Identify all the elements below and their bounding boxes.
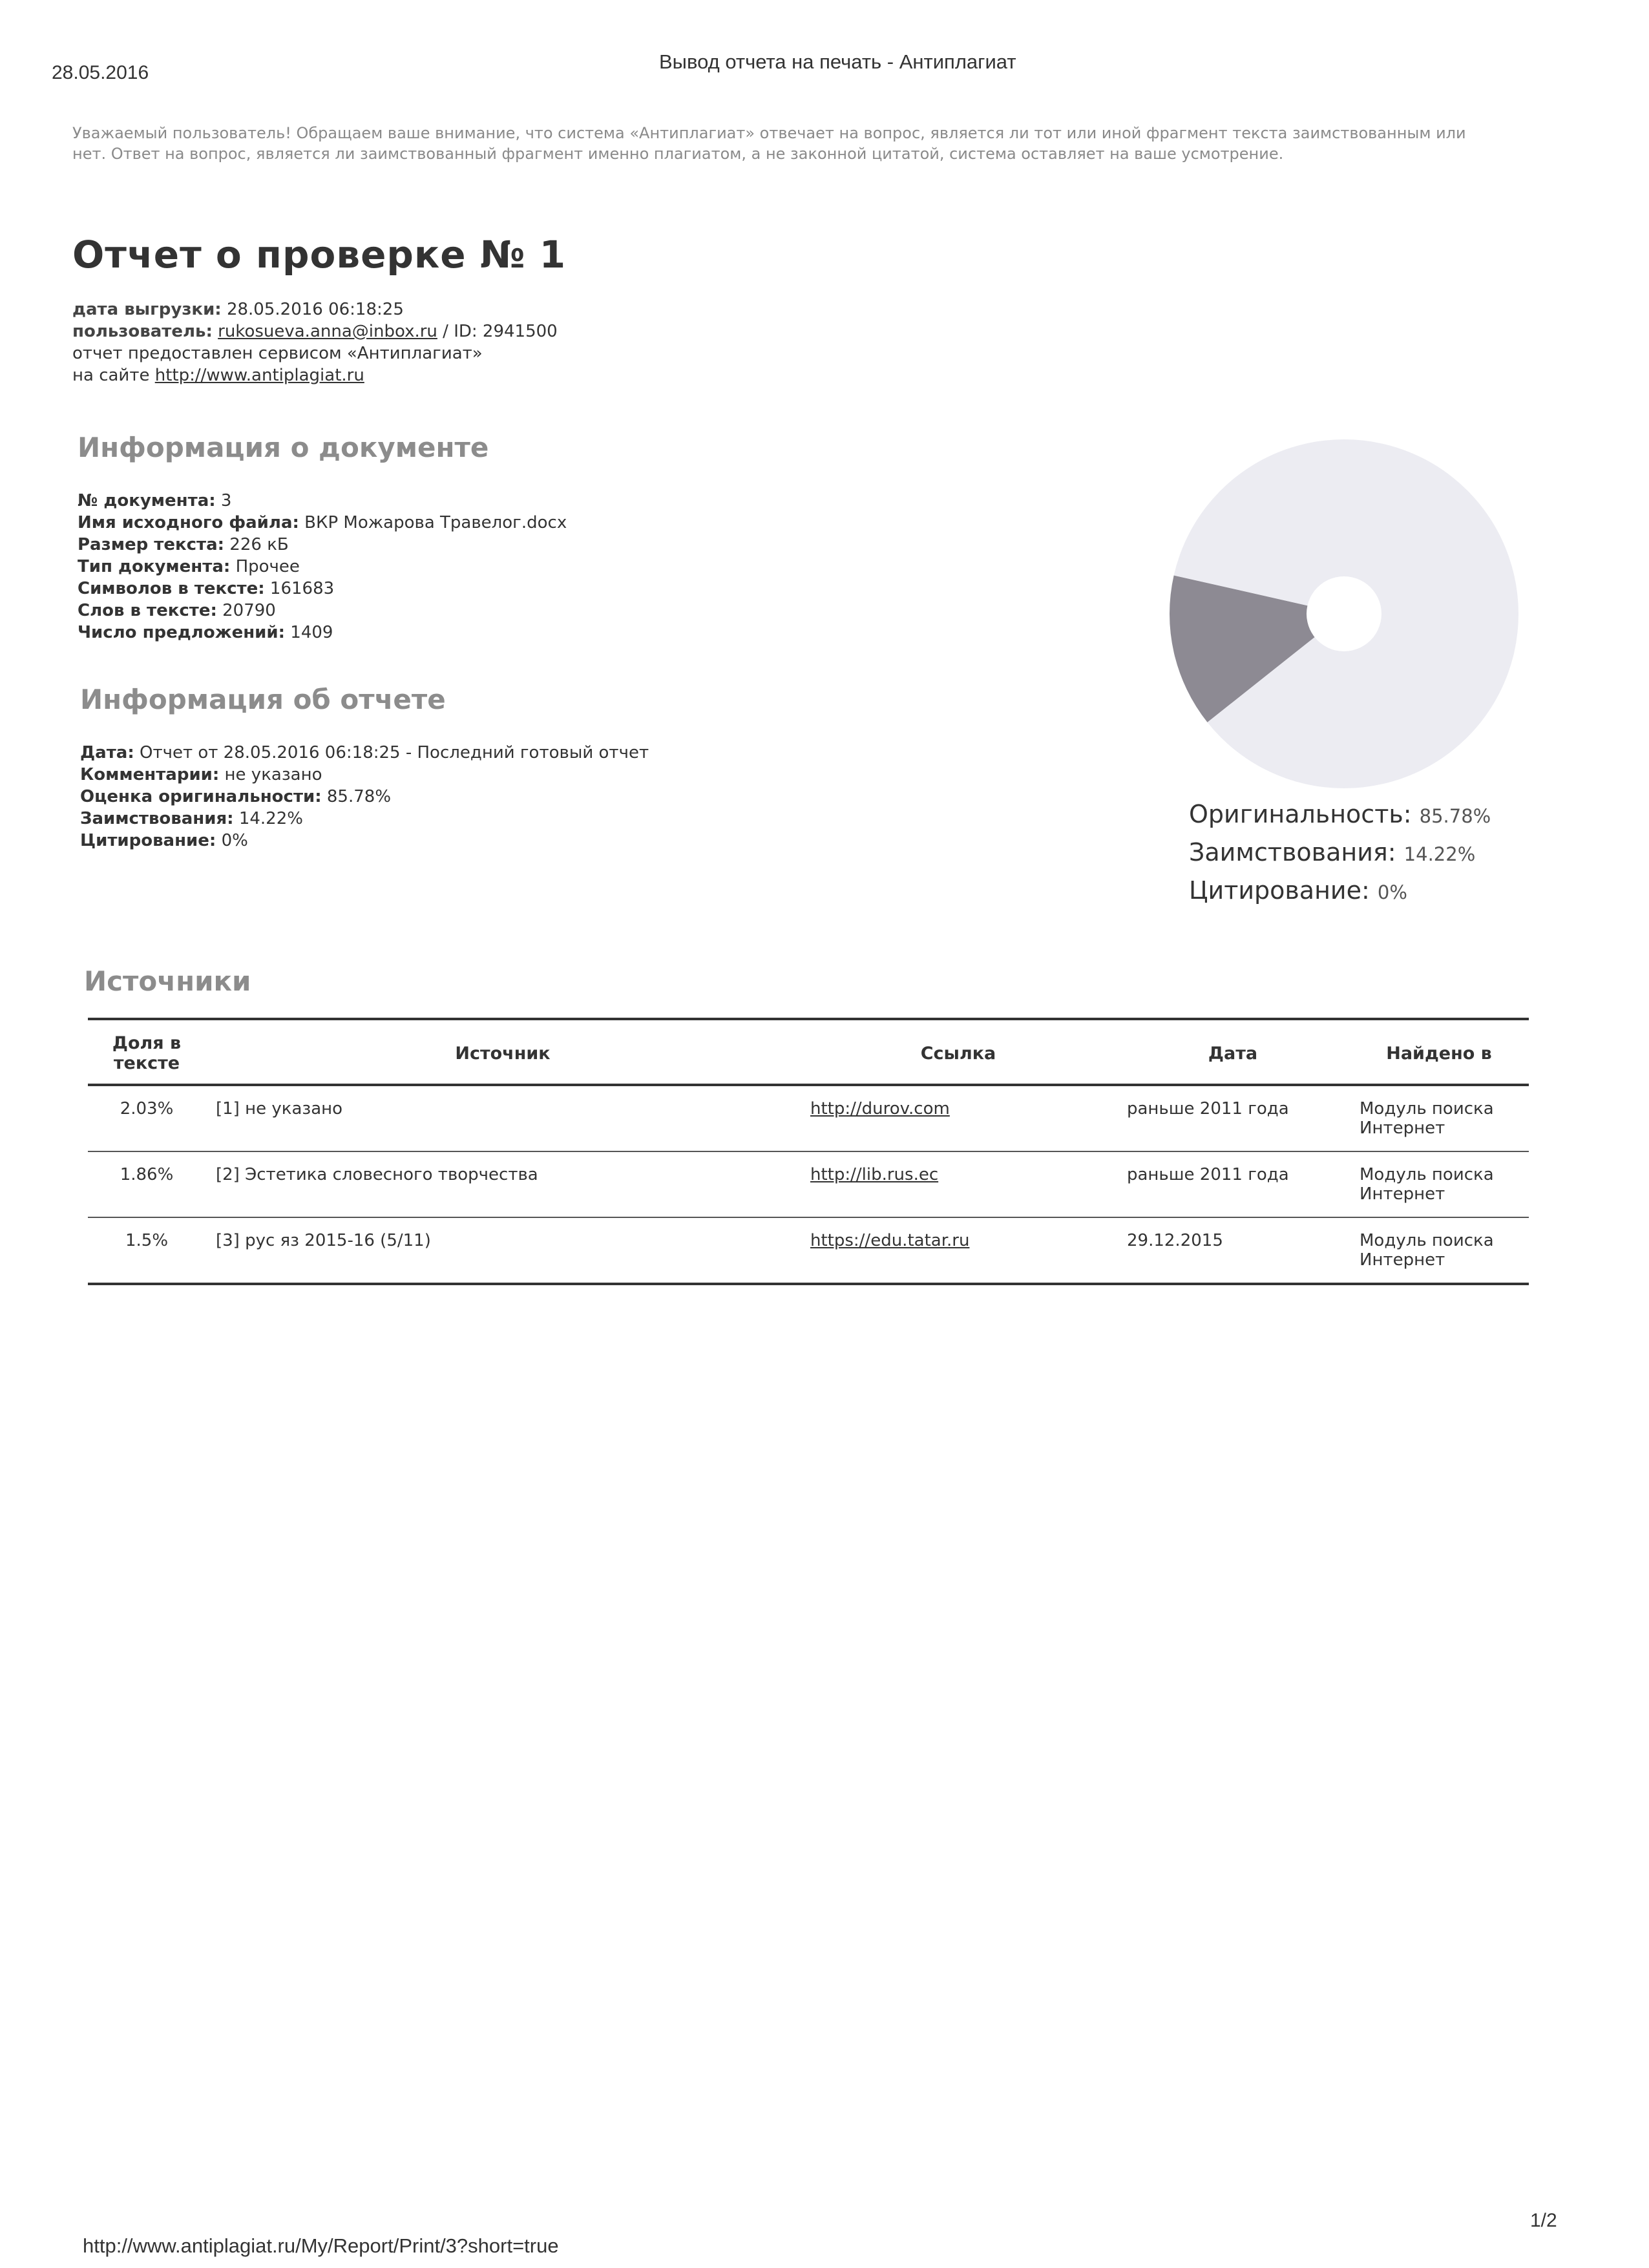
site-prefix: на сайте xyxy=(72,366,150,385)
site-link[interactable]: http://www.antiplagiat.ru xyxy=(154,366,364,385)
source-link[interactable]: http://durov.com xyxy=(810,1099,950,1118)
report-field-row xyxy=(80,742,649,764)
doc-field-label: Слов в тексте: xyxy=(78,601,217,620)
col-date-header: Дата xyxy=(1117,1019,1349,1085)
sources-header-row xyxy=(88,1019,1529,1085)
user-label: пользователь: xyxy=(72,322,213,341)
source-date: 29.12.2015 xyxy=(1117,1217,1349,1284)
legend-label: Цитирование: xyxy=(1189,876,1370,905)
report-field-row xyxy=(80,830,649,852)
document-info-list xyxy=(78,490,567,644)
report-field-label: Комментарии: xyxy=(80,765,220,784)
footer-url: http://www.antiplagiat.ru/My/Report/Print/3?short=true xyxy=(83,2234,559,2257)
doc-field-value: 20790 xyxy=(222,601,276,620)
col-source-header: Источник xyxy=(205,1019,800,1085)
doc-field-label: Символов в тексте: xyxy=(78,579,265,598)
legend-item xyxy=(1189,796,1491,834)
legend-value: 85.78% xyxy=(1419,805,1491,827)
col-found-header: Найдено в xyxy=(1349,1019,1529,1085)
report-field-label: Цитирование: xyxy=(80,831,216,850)
report-field-value: 0% xyxy=(221,831,248,850)
sources-title: Источники xyxy=(84,965,251,997)
export-date-value: 28.05.2016 06:18:25 xyxy=(226,300,404,319)
source-found-in: Модуль поиска Интернет xyxy=(1349,1085,1529,1151)
report-field-row xyxy=(80,764,649,786)
source-link-cell xyxy=(800,1151,1117,1217)
report-info-list xyxy=(80,742,649,852)
source-share: 1.5% xyxy=(88,1217,205,1284)
report-field-value: Отчет от 28.05.2016 06:18:25 - Последний готовый отчет xyxy=(139,743,649,762)
col-link-header: Ссылка xyxy=(800,1019,1117,1085)
doc-field-row xyxy=(78,622,567,644)
export-date-label: дата выгрузки: xyxy=(72,300,222,319)
source-date: раньше 2011 года xyxy=(1117,1085,1349,1151)
col-share-header: Доля в тексте xyxy=(88,1019,205,1085)
source-name: [1] не указано xyxy=(205,1085,800,1151)
legend-item xyxy=(1189,872,1491,910)
doc-field-value: ВКР Можарова Травелог.docx xyxy=(304,513,567,532)
source-found-in: Модуль поиска Интернет xyxy=(1349,1151,1529,1217)
doc-field-value: 161683 xyxy=(269,579,335,598)
legend-label: Оригинальность: xyxy=(1189,800,1412,828)
report-meta xyxy=(72,299,558,386)
report-field-label: Оценка оригинальности: xyxy=(80,787,322,806)
doc-field-label: Имя исходного файла: xyxy=(78,513,299,532)
report-title: Отчет о проверке № 1 xyxy=(72,233,567,277)
print-date: 28.05.2016 xyxy=(52,62,149,83)
export-date-line xyxy=(72,299,558,320)
doc-field-row xyxy=(78,512,567,534)
report-field-value: 85.78% xyxy=(326,787,392,806)
print-title: Вывод отчета на печать - Антиплагиат xyxy=(659,50,1016,73)
doc-field-row xyxy=(78,600,567,622)
chart-legend xyxy=(1189,796,1491,910)
report-field-value: 14.22% xyxy=(238,809,303,828)
doc-field-value: 1409 xyxy=(290,623,333,642)
user-id: / ID: 2941500 xyxy=(443,322,558,341)
source-link[interactable]: https://edu.tatar.ru xyxy=(810,1231,970,1250)
report-info-title: Информация об отчете xyxy=(80,684,446,715)
source-share: 1.86% xyxy=(88,1151,205,1217)
report-field-label: Заимствования: xyxy=(80,809,234,828)
report-field-value: не указано xyxy=(224,765,322,784)
legend-label: Заимствования: xyxy=(1189,838,1396,866)
source-name: [3] рус яз 2015-16 (5/11) xyxy=(205,1217,800,1284)
document-info-title: Информация о документе xyxy=(78,432,489,463)
source-found-in: Модуль поиска Интернет xyxy=(1349,1217,1529,1284)
doc-field-value: 226 кБ xyxy=(229,535,289,554)
doc-field-label: Тип документа: xyxy=(78,557,231,576)
user-line xyxy=(72,320,558,342)
legend-item xyxy=(1189,834,1491,872)
service-line: отчет предоставлен сервисом «Антиплагиат» xyxy=(72,344,483,363)
sources-table xyxy=(88,1018,1529,1285)
disclaimer-notice: Уважаемый пользователь! Обращаем ваше внимание, что система «Антиплагиат» отвечает на вопрос, является ли тот или иной фрагмент текста заимствованным или нет. Ответ на вопрос, является ли заимствованный фрагмент именно плагиатом, а не законной цитатой, система оставляет на ваше усмотрение. xyxy=(72,124,1466,163)
page-number: 1/2 xyxy=(1530,2210,1557,2231)
legend-value: 14.22% xyxy=(1403,843,1476,865)
source-row xyxy=(88,1217,1529,1284)
source-row xyxy=(88,1085,1529,1151)
legend-value: 0% xyxy=(1377,881,1407,903)
doc-field-value: 3 xyxy=(220,491,232,510)
source-link-cell xyxy=(800,1217,1117,1284)
site-line xyxy=(72,364,558,386)
doc-field-label: Число предложений: xyxy=(78,623,286,642)
doc-field-label: № документа: xyxy=(78,491,216,510)
source-share: 2.03% xyxy=(88,1085,205,1151)
doc-field-row xyxy=(78,578,567,600)
report-field-row xyxy=(80,808,649,830)
source-link-cell xyxy=(800,1085,1117,1151)
doc-field-row xyxy=(78,534,567,556)
doc-field-value: Прочее xyxy=(235,557,300,576)
user-email-link[interactable]: rukosueva.anna@inbox.ru xyxy=(218,322,437,341)
report-field-row xyxy=(80,786,649,808)
source-date: раньше 2011 года xyxy=(1117,1151,1349,1217)
doc-field-label: Размер текста: xyxy=(78,535,225,554)
source-link[interactable]: http://lib.rus.ec xyxy=(810,1165,939,1184)
doc-field-row xyxy=(78,556,567,578)
report-field-label: Дата: xyxy=(80,743,134,762)
source-row xyxy=(88,1151,1529,1217)
originality-pie-chart xyxy=(1163,433,1525,795)
source-name: [2] Эстетика словесного творчества xyxy=(205,1151,800,1217)
doc-field-row xyxy=(78,490,567,512)
